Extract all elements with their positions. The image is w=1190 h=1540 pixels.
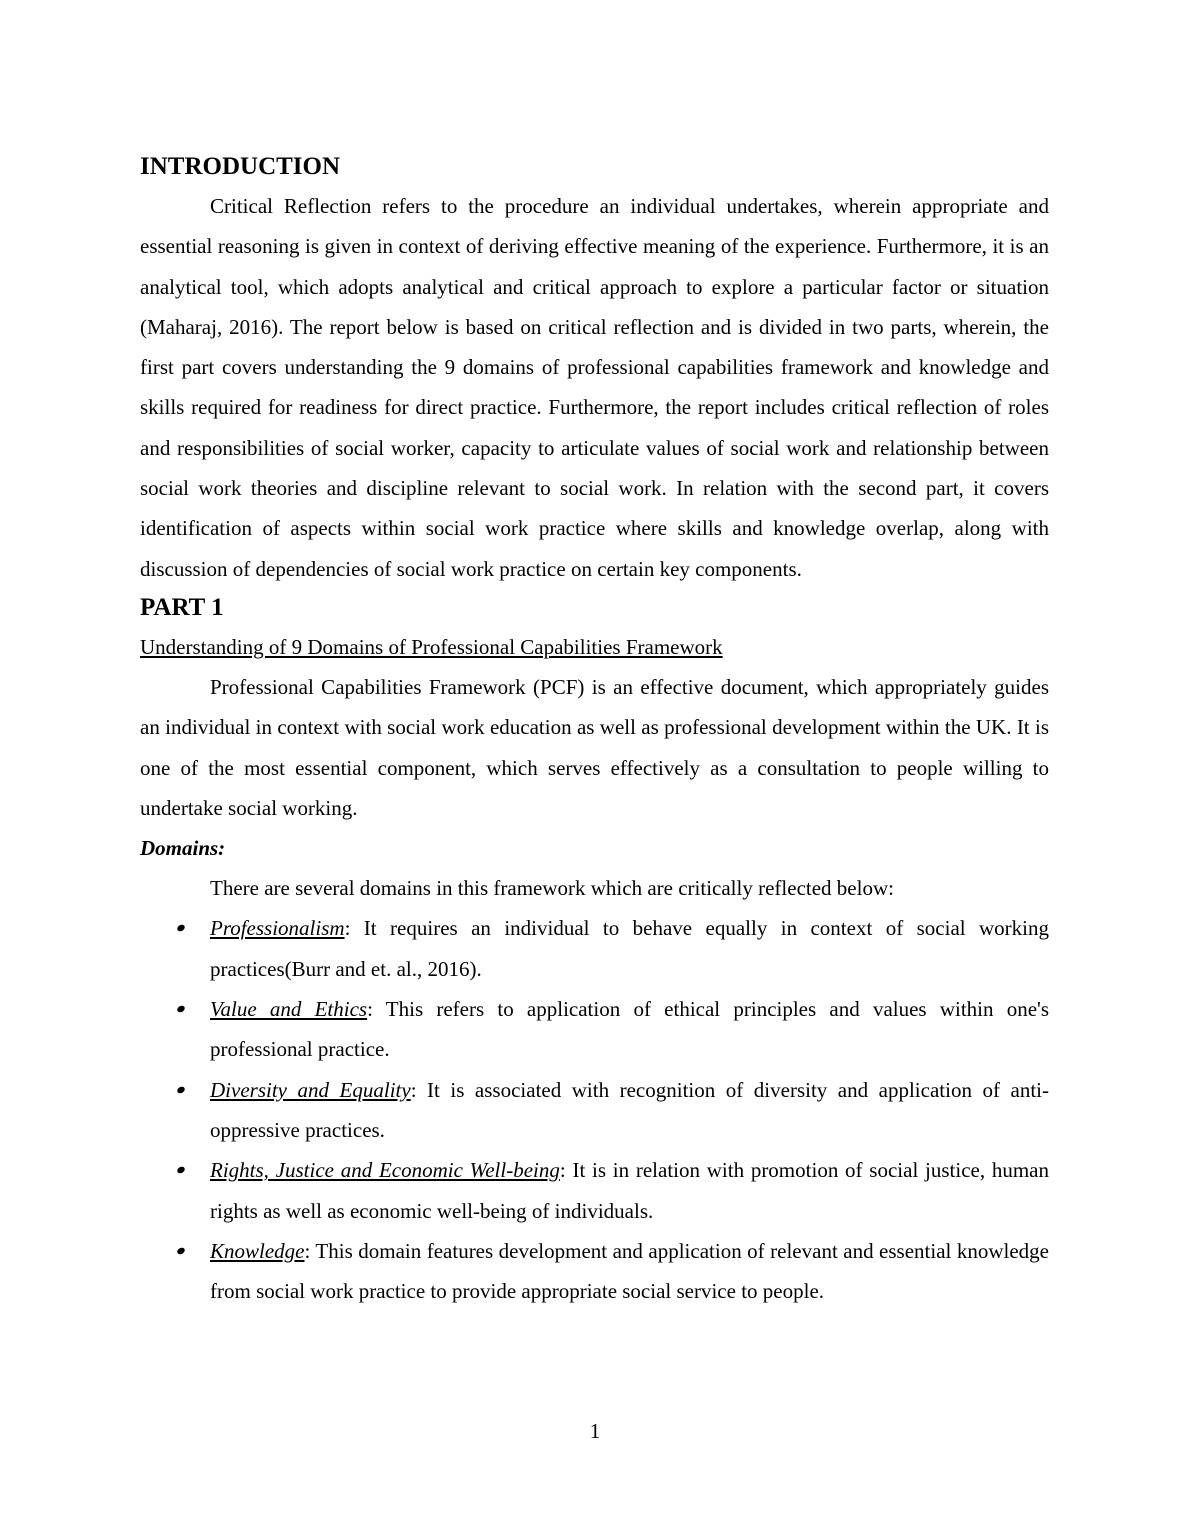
domain-term: Value and Ethics: [210, 997, 368, 1022]
domain-description: : It requires an individual to behave equally in context of social working practices(Burr and et. al., 2016).: [210, 916, 1049, 981]
bullet-icon: [176, 1085, 186, 1094]
domain-term: Rights, Justice and Economic Well-being: [210, 1158, 560, 1183]
bullet-icon: [176, 1246, 186, 1255]
domain-item-rights-justice: [140, 1150, 1049, 1231]
domain-item-knowledge: [140, 1231, 1049, 1312]
pcf-subheading: Understanding of 9 Domains of Professional Capabilities Framework: [140, 634, 723, 659]
domains-intro: There are several domains in this framework which are critically reflected below:: [210, 876, 894, 901]
domain-description: : It is associated with recognition of diversity and application of anti-oppressive practices.: [210, 1077, 1049, 1142]
domain-item-professionalism: [140, 908, 1049, 989]
domain-term: Professionalism: [210, 916, 345, 941]
bullet-icon: [176, 924, 186, 933]
introduction-paragraph: Critical Reflection refers to the procedure an individual undertakes, wherein appropriate and essential reasoning is given in context of deriving effective meaning of the experience. Furthermore, it is an analytical tool, which adopts analytical and critical approach to explore a particular factor or situation (Maharaj, 2016). The report below is based on critical reflection and is divided in two parts, wherein, the first part covers understanding the 9 domains of professional capabilities framework and knowledge and skills required for readiness for direct practice. Furthermore, the report includes critical reflection of roles and responsibilities of social worker, capacity to articulate values of social work and relationship between social work theories and discipline relevant to social work. In relation with the second part, it covers identification of aspects within social work practice where skills and knowledge overlap, along with discussion of dependencies of social work practice on certain key components.: [140, 194, 1049, 581]
domain-term: Knowledge: [210, 1238, 305, 1263]
domain-description: : It is in relation with promotion of social justice, human rights as well as economic well-being of individuals.: [210, 1158, 1049, 1223]
domain-list: [140, 908, 1049, 1311]
pcf-paragraph: Professional Capabilities Framework (PCF) is an effective document, which appropriately guides an individual in context with social work education as well as professional development within the UK. It is one of the most essential component, which serves effectively as a consultation to people willing to undertake social working.: [140, 674, 1049, 820]
domain-description: : This domain features development and application of relevant and essential knowledge from social work practice to provide appropriate social service to people.: [210, 1238, 1049, 1304]
domain-item-value-and-ethics: [140, 989, 1049, 1070]
domain-term: Diversity and Equality: [210, 1077, 411, 1102]
domain-item-diversity-and-equality: [140, 1070, 1049, 1151]
part1-heading: PART 1: [140, 593, 224, 621]
bullet-icon: [176, 1166, 186, 1175]
page-number: 1: [589, 1419, 601, 1443]
domain-description: : This refers to application of ethical principles and values within one's professional practice.: [210, 997, 1049, 1062]
page-content: [140, 148, 1049, 1311]
domains-label: Domains:: [140, 836, 226, 861]
bullet-icon: [176, 1004, 186, 1013]
introduction-heading: INTRODUCTION: [140, 153, 341, 180]
